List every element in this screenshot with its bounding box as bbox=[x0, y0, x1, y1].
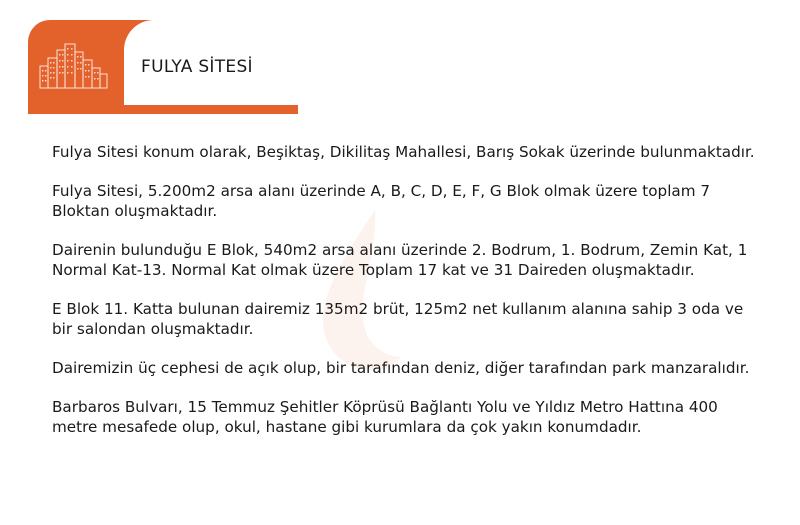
paragraph-transport: Barbaros Bulvarı, 15 Temmuz Şehitler Köprüsü Bağlantı Yolu ve Yıldız Metro Hattına 400 metre mesafede olup, okul, hastane gibi kurumlara da çok yakın konumdadır. bbox=[52, 398, 718, 436]
city-buildings-icon bbox=[34, 36, 112, 92]
paragraph-view: Dairemizin üç cephesi de açık olup, bir tarafından deniz, diğer tarafından park manzaralıdır. bbox=[52, 359, 750, 377]
paragraph-apartment: E Blok 11. Katta bulunan dairemiz 135m2 brüt, 125m2 net kullanım alanına sahip 3 oda ve bir salondan oluşmaktadır. bbox=[52, 300, 744, 338]
paragraph-location: Fulya Sitesi konum olarak, Beşiktaş, Dikilitaş Mahallesi, Barış Sokak üzerinde bulunmaktadır. bbox=[52, 143, 755, 161]
page-title: FULYA SİTESİ bbox=[141, 57, 253, 77]
paragraph-e-block: Dairenin bulunduğu E Blok, 540m2 arsa alanı üzerinde 2. Bodrum, 1. Bodrum, Zemin Kat, 1 Normal Kat-13. Normal Kat olmak üzere Toplam 17 kat ve 31 Daireden oluşmaktadır. bbox=[52, 241, 748, 279]
paragraph-blocks: Fulya Sitesi, 5.200m2 arsa alanı üzerinde A, B, C, D, E, F, G Blok olmak üzere toplam 7 Bloktan oluşmaktadır. bbox=[52, 182, 711, 220]
description-body bbox=[52, 142, 767, 456]
